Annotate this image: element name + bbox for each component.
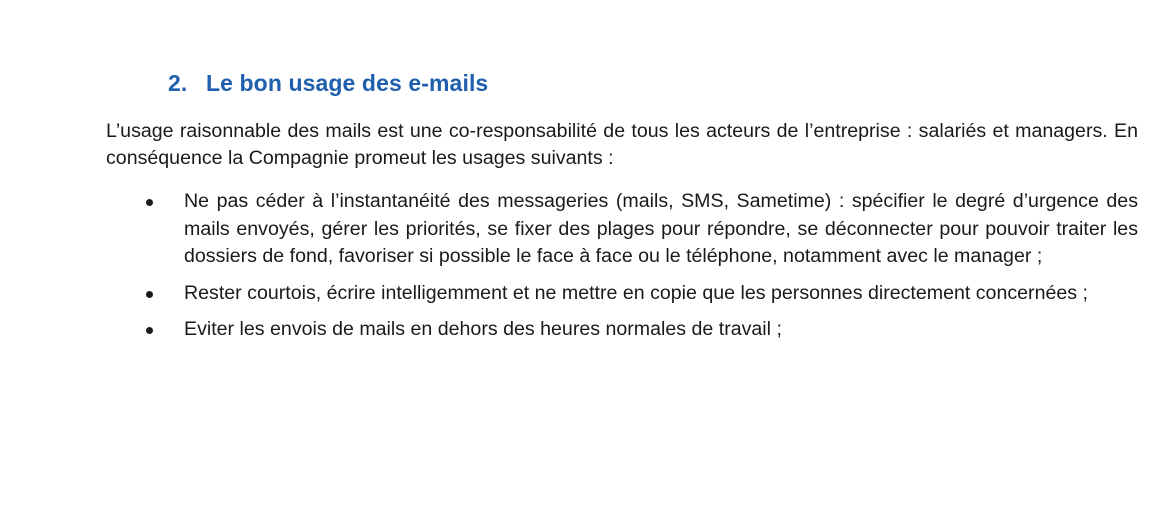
- bullet-icon: [146, 291, 153, 298]
- section-heading: [168, 70, 488, 97]
- bullet-icon: [146, 327, 153, 334]
- section-number: 2.: [168, 70, 188, 96]
- bullet-icon: [146, 199, 153, 206]
- section-title: Le bon usage des e-mails: [206, 70, 489, 96]
- list-item: [106, 316, 1138, 344]
- bullet-text: Rester courtois, écrire intelligemment et ne mettre en copie que les personnes directement concernées ;: [184, 281, 1088, 304]
- list-item: [106, 188, 1138, 271]
- bullet-list: [106, 188, 1138, 353]
- list-item: [106, 280, 1138, 308]
- bullet-text: Ne pas céder à l’instantanéité des messageries (mails, SMS, Sametime) : spécifier le degré d’urgence des mails envoyés, gérer les priorités, se fixer des plages pour répondre, se déconnecter pour pouvoir traiter les dossiers de fond, favoriser si possible le face à face ou le téléphone, notamment avec le manager ;: [184, 190, 1138, 267]
- intro-paragraph: L’usage raisonnable des mails est une co-responsabilité de tous les acteurs de l’entreprise : salariés et managers. En conséquence la Compagnie promeut les usages suivants :: [106, 120, 1138, 169]
- bullet-text: Eviter les envois de mails en dehors des heures normales de travail ;: [184, 318, 782, 340]
